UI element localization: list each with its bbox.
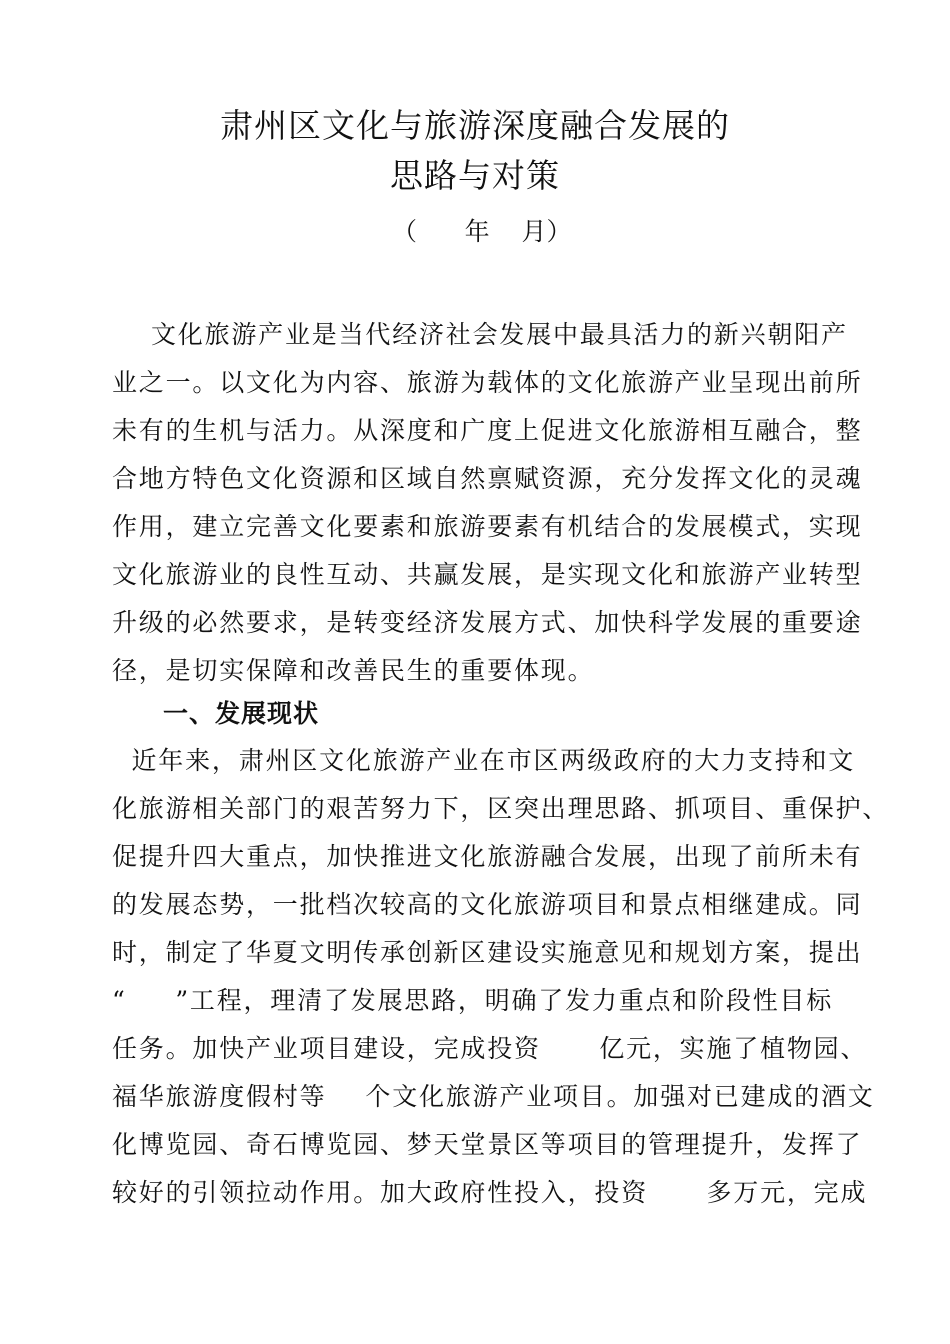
paragraph-line: 径，是切实保障和改善民生的重要体现。 <box>112 656 595 685</box>
paragraph-line: 作用，建立完善文化要素和旅游要素有机结合的发展模式，实现 <box>112 512 863 541</box>
paragraph-line: 任务。加快产业项目建设，完成投资 亿元，实施了植物园、 <box>112 1034 868 1063</box>
paragraph-line: 促提升四大重点，加快推进文化旅游融合发展，出现了前所未有 <box>112 842 863 871</box>
paragraph-line: 福华旅游度假村等 个文化旅游产业项目。加强对已建成的酒文 <box>112 1082 875 1111</box>
paragraph-line: 未有的生机与活力。从深度和广度上促进文化旅游相互融合，整 <box>112 416 863 445</box>
paragraph-line: 升级的必然要求，是转变经济发展方式、加快科学发展的重要途 <box>112 608 863 637</box>
paragraph-line: “ ”工程，理清了发展思路，明确了发力重点和阶段性目标 <box>112 986 834 1015</box>
paragraph-line: 的发展态势，一批档次较高的文化旅游项目和景点相继建成。同 <box>112 890 863 919</box>
paragraph-line: 文化旅游业的良性互动、共赢发展，是实现文化和旅游产业转型 <box>112 560 863 589</box>
document-title-line-2: 思路与对策 <box>390 156 560 195</box>
section1-paragraph <box>112 737 890 1217</box>
section-heading: 一、发展现状 <box>163 699 320 728</box>
paragraph-line: 合地方特色文化资源和区域自然禀赋资源，充分发挥文化的灵魂 <box>112 464 863 493</box>
document-date: （ 年 月） <box>392 217 572 246</box>
paragraph-line: 业之一。以文化为内容、旅游为载体的文化旅游产业呈现出前所 <box>112 368 863 397</box>
paragraph-line: 化博览园、奇石博览园、梦天堂景区等项目的管理提升，发挥了 <box>112 1130 863 1159</box>
paragraph-line: 文化旅游产业是当代经济社会发展中最具活力的新兴朝阳产 <box>112 320 848 349</box>
paragraph-line: 化旅游相关部门的艰苦努力下，区突出理思路、抓项目、重保护、 <box>112 794 890 823</box>
intro-paragraph <box>112 311 863 695</box>
paragraph-line: 较好的引领拉动作用。加大政府性投入，投资 多万元，完成 <box>112 1178 868 1207</box>
document-title-line-1: 肃州区文化与旅游深度融合发展的 <box>220 106 730 145</box>
paragraph-line: 时，制定了华夏文明传承创新区建设实施意见和规划方案，提出 <box>112 938 863 967</box>
paragraph-line: 近年来，肃州区文化旅游产业在市区两级政府的大力支持和文 <box>112 746 856 775</box>
